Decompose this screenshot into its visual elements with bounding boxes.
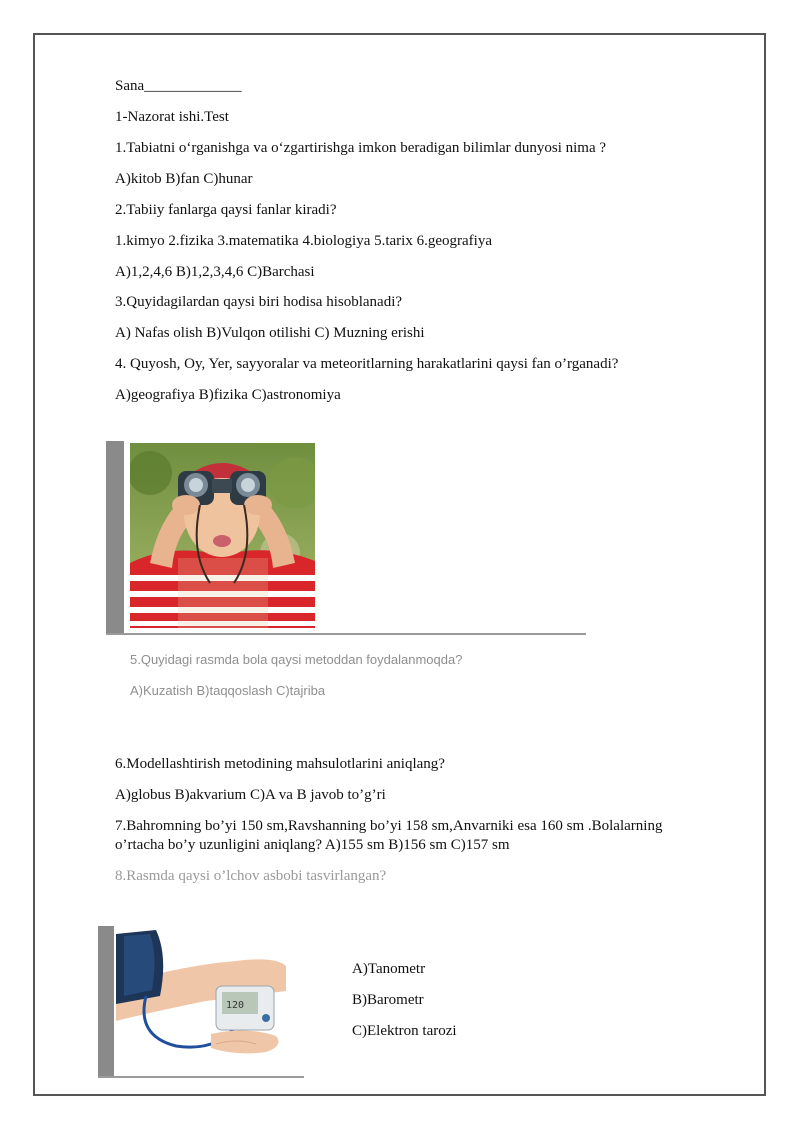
question-8-option-b: B)Barometr bbox=[352, 992, 424, 1008]
question-2: 2.Tabiiy fanlarga qaysi fanlar kiradi? bbox=[115, 202, 337, 218]
question-5-options: A)Kuzatish B)taqqoslash C)tajriba bbox=[130, 683, 326, 698]
question-6: 6.Modellashtirish metodining mahsulotlarini aniqlang? bbox=[115, 756, 445, 772]
question-2-options: A)1,2,4,6 B)1,2,3,4,6 C)Barchasi bbox=[115, 264, 315, 280]
question-2-list: 1.kimyo 2.fizika 3.matematika 4.biologiya 5.tarix 6.geografiya bbox=[115, 233, 492, 249]
question-6-options: A)globus B)akvarium C)A va B javob to’g’ri bbox=[115, 787, 386, 803]
figure-1-rule bbox=[106, 633, 586, 635]
question-4-options: A)geografiya B)fizika C)astronomiya bbox=[115, 387, 341, 403]
question-5: 5.Quyidagi rasmda bola qaysi metoddan foydalanmoqda? bbox=[130, 652, 463, 667]
question-7-line-2: o’rtacha bo’y uzunligini aniqlang? A)155 sm B)156 sm C)157 sm bbox=[115, 837, 510, 853]
question-1: 1.Tabiatni o‘rganishga va o‘zgartirishga imkon beradigan bilimlar dunyosi nima ? bbox=[115, 140, 607, 156]
question-8-option-a: A)Tanometr bbox=[352, 961, 426, 977]
svg-text:120: 120 bbox=[226, 1000, 245, 1011]
question-1-options: A)kitob B)fan C)hunar bbox=[115, 171, 253, 187]
question-4: 4. Quyosh, Oy, Yer, sayyoralar va meteoritlarning harakatlarini qaysi fan o’rganadi? bbox=[115, 356, 619, 372]
figure-1-bar bbox=[106, 441, 124, 633]
date-label: Sana_____________ bbox=[115, 78, 242, 94]
question-8: 8.Rasmda qaysi o’lchov asbobi tasvirlangan? bbox=[115, 868, 387, 884]
figure-2-frame bbox=[98, 926, 308, 1080]
figure-2-rule bbox=[98, 1076, 304, 1078]
question-7-line-1: 7.Bahromning bo’yi 150 sm,Ravshanning bo’yi 158 sm,Anvarniki esa 160 sm .Bolalarning bbox=[115, 818, 663, 834]
blood-pressure-monitor-photo bbox=[116, 926, 286, 1074]
child-with-binoculars-photo bbox=[130, 443, 315, 628]
question-3: 3.Quyidagilardan qaysi biri hodisa hisoblanadi? bbox=[115, 294, 403, 310]
test-title: 1-Nazorat ishi.Test bbox=[115, 109, 229, 125]
question-8-option-c: C)Elektron tarozi bbox=[352, 1023, 457, 1039]
question-3-options: A) Nafas olish B)Vulqon otilishi C) Muzning erishi bbox=[115, 325, 425, 341]
figure-1-frame bbox=[106, 441, 586, 636]
figure-2-bar bbox=[98, 926, 114, 1078]
